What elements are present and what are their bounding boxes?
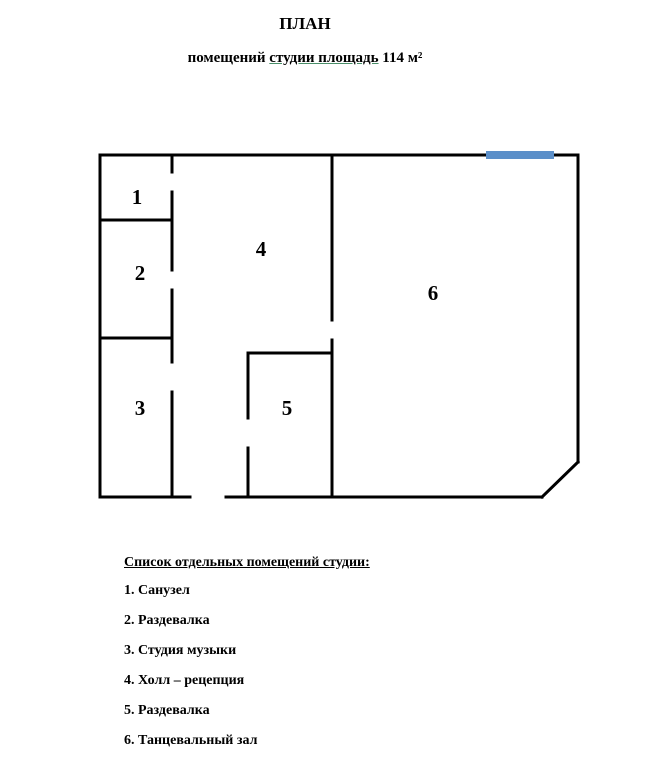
walls [100,155,578,497]
room-label-3: 3 [134,396,146,420]
subtitle-prefix: помещений [187,50,270,66]
room-list-item: 3. Студия музыки [124,643,237,658]
room-label-5: 5 [281,396,293,420]
room-label-4: 4 [255,237,267,261]
room-list-item: 6. Танцевальный зал [124,733,258,748]
room-label-1: 1 [131,185,143,209]
subtitle-suffix: 114 м² [378,50,423,66]
room-list [124,555,370,763]
room-label-2: 2 [134,261,146,285]
room-list-item: 4. Холл – рецепция [124,673,245,688]
room-label-6: 6 [427,281,439,305]
window [486,151,554,159]
subtitle-underlined: студии площадь [269,50,379,66]
room-list-item: 1. Санузел [124,583,190,598]
room-list-item: 5. Раздевалка [124,703,210,718]
room-list-item: 2. Раздевалка [124,613,210,628]
room-list-title: Список отдельных помещений студии: [124,555,370,570]
plan-title: ПЛАН [279,14,331,33]
outer-wall-corner [542,462,578,497]
